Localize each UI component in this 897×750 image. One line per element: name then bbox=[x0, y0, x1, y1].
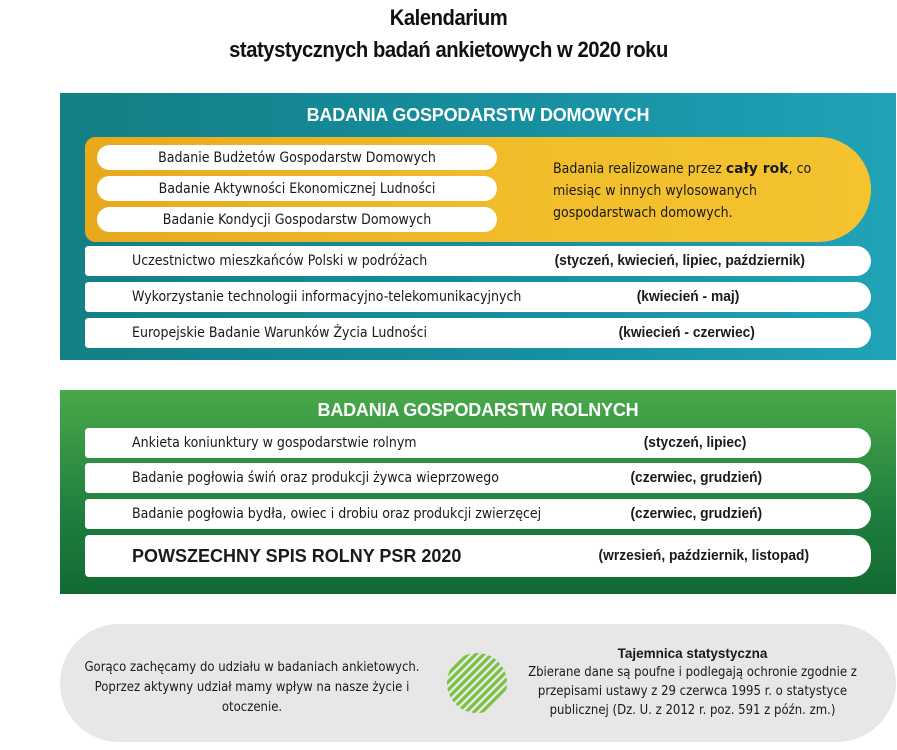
title-line-1: Kalendarium bbox=[389, 5, 508, 30]
title-line-2: statystycznych badań ankietowych w 2020 roku bbox=[229, 37, 668, 62]
survey-period: (wrzesień, październik, listopad) bbox=[598, 548, 810, 564]
survey-row bbox=[85, 463, 871, 493]
survey-period: (styczeń, kwiecień, lipiec, październik) bbox=[554, 253, 805, 269]
survey-row bbox=[85, 246, 871, 276]
survey-period: (czerwiec, grudzień) bbox=[630, 470, 763, 486]
survey-name: Badanie pogłowia świń oraz produkcji żywca wieprzowego bbox=[132, 470, 499, 486]
survey-row bbox=[85, 282, 871, 312]
yearround-note-start: Badania realizowane przez bbox=[553, 161, 726, 177]
survey-name: Wykorzystanie technologii informacyjno-telekomunikacyjnych bbox=[132, 289, 522, 305]
secrecy-note bbox=[520, 644, 865, 720]
survey-name: Badanie pogłowia bydła, owiec i drobiu oraz produkcji zwierzęcej bbox=[132, 506, 542, 522]
encouragement-text: Gorąco zachęcamy do udziału w badaniach ankietowych. Poprzez aktywny udział mamy wpływ na nasze życie i otoczenie. bbox=[84, 660, 420, 715]
yearround-note-end: , co miesiąc w innych wylosowanych gospodarstwach domowych. bbox=[553, 161, 812, 221]
survey-name: POWSZECHNY SPIS ROLNY PSR 2020 bbox=[132, 545, 462, 566]
survey-row bbox=[85, 499, 871, 529]
yearround-note-bold: cały rok bbox=[725, 161, 789, 177]
survey-row bbox=[85, 318, 871, 348]
secrecy-text: Zbierane dane są poufne i podlegają ochronie zgodnie z przepisami ustawy z 29 czerwca 1995 r. o statystyce publicznej (Dz. U. z 2012 r. poz. 591 z późn. zm.) bbox=[528, 665, 857, 718]
survey-period: (styczeń, lipiec) bbox=[643, 435, 747, 451]
page-title bbox=[0, 2, 897, 66]
survey-row bbox=[85, 535, 871, 577]
survey-name: Europejskie Badanie Warunków Życia Ludności bbox=[132, 325, 428, 341]
survey-row bbox=[85, 428, 871, 458]
yearround-item: Badanie Budżetów Gospodarstw Domowych bbox=[97, 145, 497, 170]
yearround-note bbox=[553, 158, 853, 224]
survey-period: (kwiecień - czerwiec) bbox=[618, 325, 755, 341]
household-heading: BADANIA GOSPODARSTW DOMOWYCH bbox=[306, 105, 650, 125]
survey-period: (kwiecień - maj) bbox=[636, 289, 740, 305]
survey-name: Uczestnictwo mieszkańców Polski w podróżach bbox=[132, 253, 428, 269]
survey-period: (czerwiec, grudzień) bbox=[630, 506, 763, 522]
survey-name: Ankieta koniunktury w gospodarstwie rolnym bbox=[132, 435, 417, 451]
yearround-item: Badanie Kondycji Gospodarstw Domowych bbox=[97, 207, 497, 232]
yearround-item: Badanie Aktywności Ekonomicznej Ludności bbox=[97, 176, 497, 201]
farm-heading: BADANIA GOSPODARSTW ROLNYCH bbox=[317, 400, 639, 420]
striped-circle-icon bbox=[446, 652, 508, 714]
secrecy-title: Tajemnica statystyczna bbox=[617, 646, 768, 661]
